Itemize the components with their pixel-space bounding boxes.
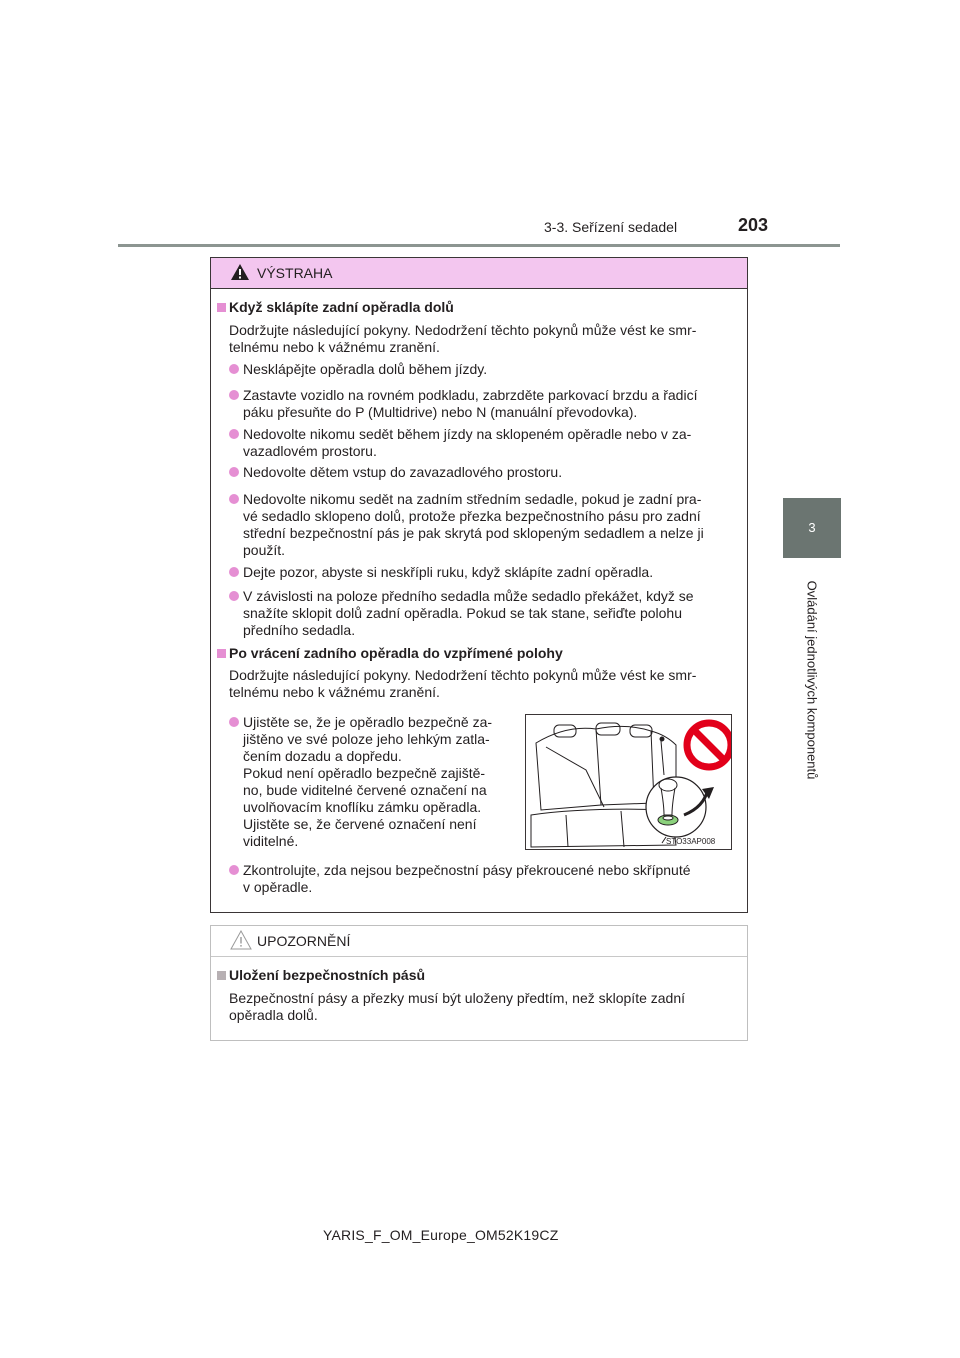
bullet-text: vé sedadlo sklopeno dolů, protože přezka bezpečnostního pásu pro zadní (243, 508, 701, 524)
bullet-text: uvolňovacím knoflíku zámku opěradla. (243, 799, 482, 815)
header-rule (118, 244, 840, 247)
bullet-text: V závislosti na poloze předního sedadla může sedadlo překážet, když se (243, 588, 694, 604)
bullet-text: předního sedadla. (243, 622, 356, 638)
bullet-text: Nedovolte dětem vstup do zavazadlového prostoru. (243, 464, 563, 480)
caution-title: UPOZORNĚNÍ (257, 933, 351, 949)
bullet-text: Zkontrolujte, zda nejsou bezpečnostní pásy překroucené nebo skřípnuté (243, 862, 691, 878)
warning-header (211, 258, 747, 289)
bullet-text: vazadlovém prostoru. (243, 443, 377, 459)
page-number: 203 (738, 215, 769, 235)
bullet-text: Ujistěte se, že je opěradlo bezpečně za- (243, 714, 493, 730)
chapter-tab: 3 (783, 498, 841, 558)
warning-triangle-icon (230, 263, 250, 281)
section-title: 3-3. Seřízení sedadel (544, 219, 678, 235)
bullet-text: jištěno ve své poloze jeho lehkým zatla- (243, 731, 490, 747)
paragraph-line: telnému nebo k vážnému zranění. (229, 339, 440, 355)
bullet-text: Ujistěte se, že červené označení není (243, 816, 477, 832)
bullet-text: použít. (243, 542, 286, 558)
bullet-text: Nesklápějte opěradla dolů během jízdy. (243, 361, 488, 377)
bullet-dot-icon (229, 494, 239, 504)
bullet-dot-icon (229, 567, 239, 577)
bullet-dot-icon (229, 364, 239, 374)
figure-code: STO33AP008 (666, 837, 716, 846)
document-code: YARIS_F_OM_Europe_OM52K19CZ (323, 1227, 559, 1243)
seat-illustration (525, 714, 732, 850)
paragraph-line: telnému nebo k vážnému zranění. (229, 684, 440, 700)
bullet-text: střední bezpečnostní pás je pak skrytá pod sklopeným sedadlem a nelze ji (243, 525, 704, 541)
caution-header (211, 926, 747, 957)
bullet-dot-icon (229, 865, 239, 875)
bullet-text: Nedovolte nikomu sedět během jízdy na sklopeném opěradle nebo v za- (243, 426, 692, 442)
section-heading: Když sklápíte zadní opěradla dolů (229, 299, 454, 315)
section-heading: Po vrácení zadního opěradla do vzpřímené polohy (229, 645, 563, 661)
rear-seat-drawing (526, 715, 732, 850)
square-bullet-icon (217, 971, 226, 980)
caution-heading: Uložení bezpečnostních pásů (229, 967, 426, 983)
paragraph-line: opěradla dolů. (229, 1007, 318, 1023)
bullet-text: v opěradle. (243, 879, 313, 895)
bullet-text: viditelné. (243, 833, 299, 849)
paragraph-line: Dodržujte následující pokyny. Nedodržení těchto pokynů může vést ke smr- (229, 667, 697, 683)
paragraph-line: Dodržujte následující pokyny. Nedodržení těchto pokynů může vést ke smr- (229, 322, 697, 338)
bullet-text: Zastavte vozidlo na rovném podkladu, zabrzděte parkovací brzdu a řadicí (243, 387, 698, 403)
bullet-text: páku přesuňte do P (Multidrive) nebo N (manuální převodovka). (243, 404, 638, 420)
chapter-title: Ovládání jednotlivých komponentů (804, 580, 820, 780)
bullet-dot-icon (229, 429, 239, 439)
warning-title: VÝSTRAHA (257, 265, 333, 281)
square-bullet-icon (217, 303, 226, 312)
bullet-dot-icon (229, 390, 239, 400)
bullet-text: snažíte sklopit dolů zadní opěradla. Pokud se tak stane, seřiďte polohu (243, 605, 682, 621)
paragraph-line: Bezpečnostní pásy a přezky musí být uloženy předtím, než sklopíte zadní (229, 990, 686, 1006)
bullet-dot-icon (229, 467, 239, 477)
bullet-text: no, bude viditelné červené označení na (243, 782, 487, 798)
square-bullet-icon (217, 649, 226, 658)
bullet-dot-icon (229, 591, 239, 601)
bullet-text: Dejte pozor, abyste si neskřípli ruku, když sklápíte zadní opěradla. (243, 564, 654, 580)
bullet-dot-icon (229, 717, 239, 727)
bullet-text: čením dozadu a dopředu. (243, 748, 402, 764)
bullet-text: Nedovolte nikomu sedět na zadním středním sedadle, pokud je zadní pra- (243, 491, 702, 507)
bullet-text: Pokud není opěradlo bezpečně zajiště- (243, 765, 486, 781)
caution-triangle-icon (230, 930, 252, 950)
